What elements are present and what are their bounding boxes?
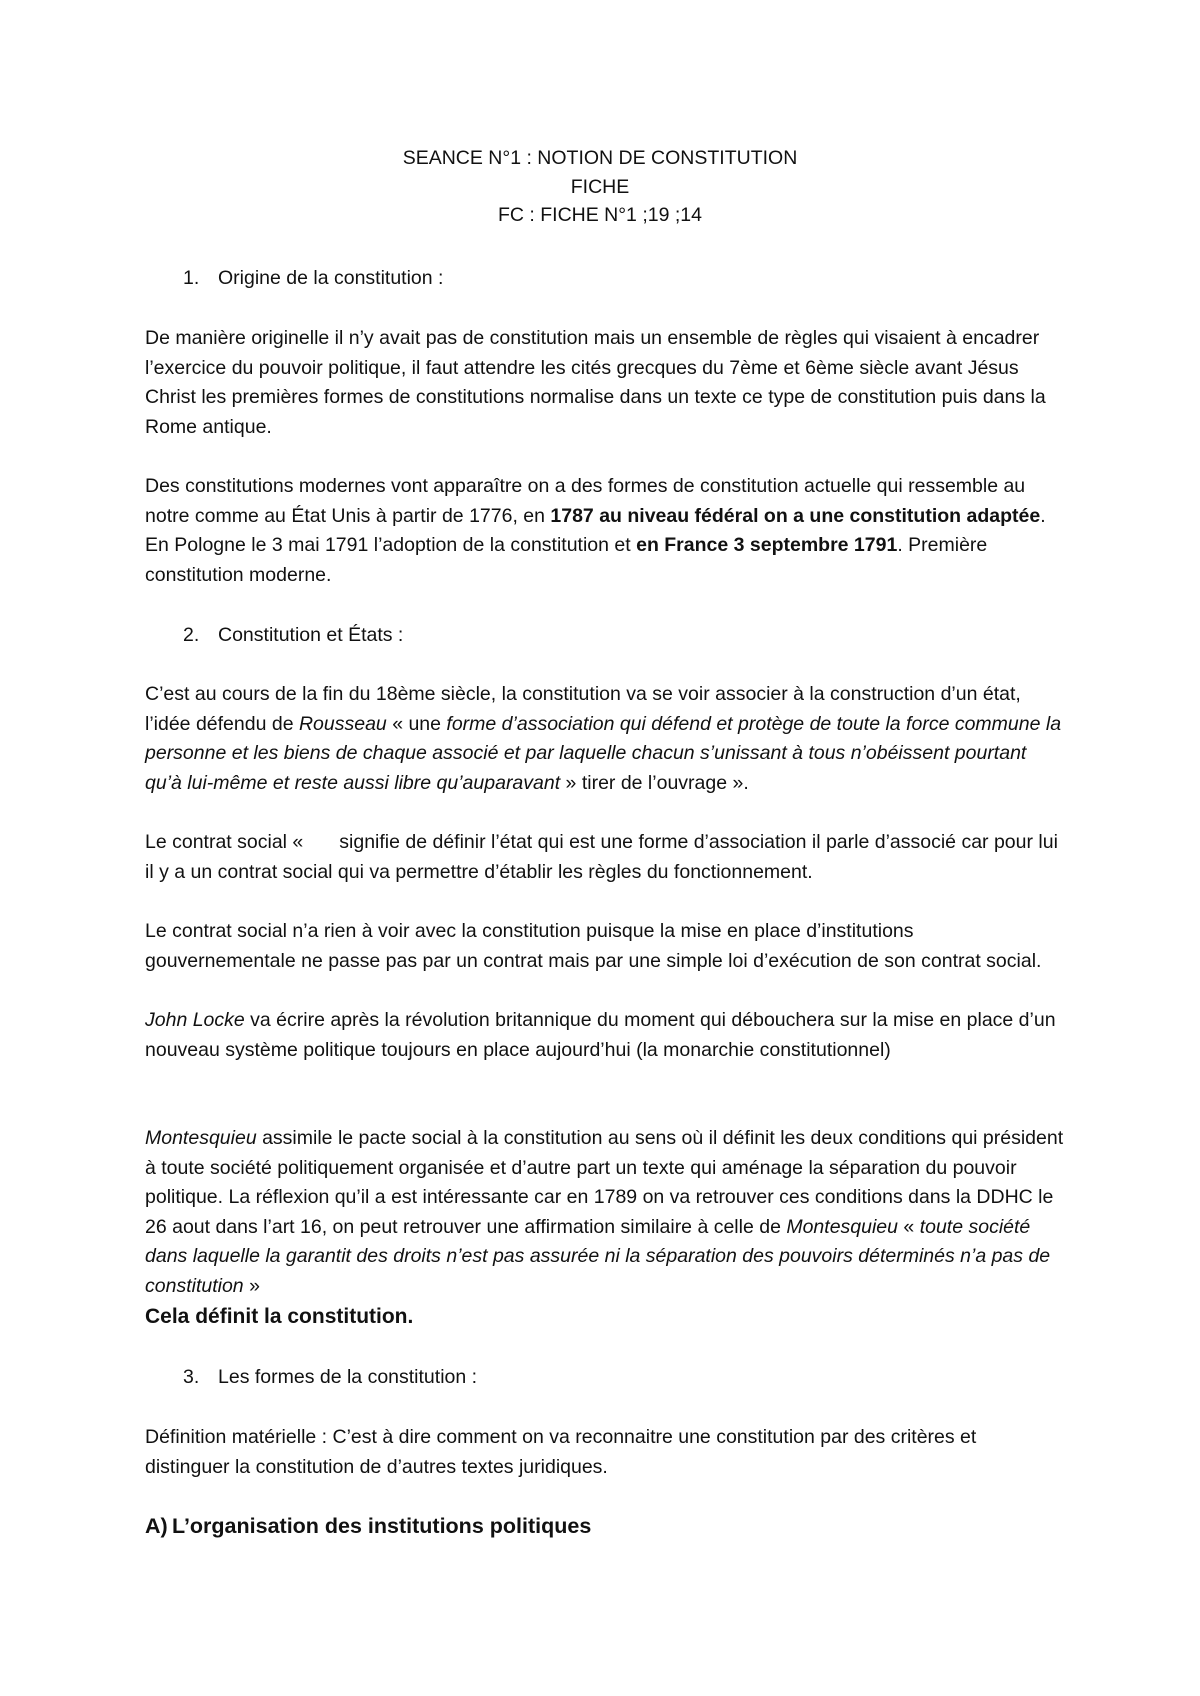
section-2-paragraph-2 — [145, 828, 1065, 887]
sheet-label: FICHE — [570, 175, 630, 198]
text-run: « une — [386, 712, 447, 735]
section-2-paragraph-4 — [145, 1006, 1065, 1065]
text-run: Le contrat social « — [145, 831, 304, 853]
section-3-heading — [183, 1363, 477, 1393]
bold-run: en France 3 septembre 1791 — [636, 534, 898, 557]
sheet-reference: FC : FICHE N°1 ;19 ;14 — [498, 204, 702, 226]
subheading-a — [145, 1511, 591, 1541]
subheading-letter: A) — [145, 1514, 168, 1538]
section-1-number: 1. — [183, 267, 200, 289]
text-run: « — [898, 1215, 920, 1238]
section-2-paragraph-3: Le contrat social n’a rien à voir avec la constitution puisque la mise en place d’institutions gouvernementale ne passe pas par un contrat mais par une simple loi d’exécution de son contrat social. — [145, 920, 1042, 972]
subheading-title: L’organisation des institutions politiques — [172, 1514, 592, 1538]
text-run: C’est au cours de la fin du 18ème siècle, la constitution va se voir associer à la construction d’un état, l’idée défendu de — [145, 683, 1021, 735]
section-1-paragraph-1: De manière originelle il n’y avait pas de constitution mais un ensemble de règles qui visaient à encadrer l’exercice du pouvoir politique, il faut attendre les cités grecques du 7ème et 6ème siècle avant Jésus Christ les premières formes de constitutions normalise dans un texte ce type de constitution puis dans la Rome antique. — [145, 327, 1046, 438]
italic-run: forme d’association qui défend et protège de toute la force commune la personne et les biens de chaque associé et par laquelle chacun s’unissant à tous n’obéissent pourtant qu’à lui-même et reste aussi libre qu’auparavant — [145, 712, 1062, 794]
section-1-title: Origine de la constitution : — [218, 267, 444, 289]
text-run: . Première constitution moderne. — [145, 534, 988, 586]
italic-run: Rousseau — [298, 712, 387, 735]
section-2-number: 2. — [183, 624, 200, 646]
bold-run: Cela définit la constitution. — [145, 1304, 414, 1328]
section-3-number: 3. — [183, 1366, 200, 1388]
text-run: signifie de définir l’état qui est une forme d’association il parle d’associé car pour lui il y a un contrat social qui va permettre d’établir les règles du fonctionnement. — [145, 831, 1058, 883]
section-2-paragraph-5 — [145, 1124, 1065, 1332]
section-1-heading — [183, 264, 443, 294]
italic-run: toute société dans laquelle la garantit des droits n’est pas assurée ni la séparation des pouvoirs déterminés n’a pas de constitution — [145, 1215, 1051, 1297]
bold-run: 1787 au niveau fédéral on a une constitution adaptée — [550, 504, 1041, 527]
italic-run: John Locke — [145, 1009, 245, 1031]
text-run: Des constitutions modernes vont apparaître on a des formes de constitution actuelle qui ressemble au notre comme au État Unis à partir de 1776, en — [145, 475, 1026, 527]
section-2-paragraph-1 — [145, 680, 1065, 798]
text-run: . En Pologne le 3 mai 1791 l’adoption de la constitution et — [145, 504, 1046, 557]
text-run: » tirer de l’ouvrage ». — [560, 771, 749, 794]
section-2-title: Constitution et États : — [218, 624, 404, 646]
section-1-paragraph-2 — [145, 472, 1065, 590]
session-title: SEANCE N°1 : NOTION DE CONSTITUTION — [402, 147, 798, 169]
section-2-heading — [183, 621, 403, 651]
document-header — [0, 144, 1200, 230]
section-3-title: Les formes de la constitution : — [218, 1366, 478, 1388]
italic-run: Montesquieu — [145, 1127, 257, 1149]
text-run: va écrire après la révolution britannique du moment qui débouchera sur la mise en place d’un nouveau système politique toujours en place aujourd’hui (la monarchie constitutionnel) — [145, 1009, 1056, 1061]
text-run: » — [243, 1274, 260, 1297]
text-run: assimile le pacte social à la constitution au sens où il définit les deux conditions qui président à toute société politiquement organisée et d’autre part un texte qui aménage la séparation du pouvoir politique. La réflexion qu’il a est intéressante car en 1789 on va retrouver ces conditions dans la DDHC le 26 aout dans l’art 16, on peut retrouver une affirmation similaire à celle de — [145, 1127, 1064, 1238]
section-3-paragraph-1: Définition matérielle : C’est à dire comment on va reconnaitre une constitution par des critères et distinguer la constitution de d’autres textes juridiques. — [145, 1426, 977, 1478]
italic-run: Montesquieu — [786, 1215, 899, 1238]
